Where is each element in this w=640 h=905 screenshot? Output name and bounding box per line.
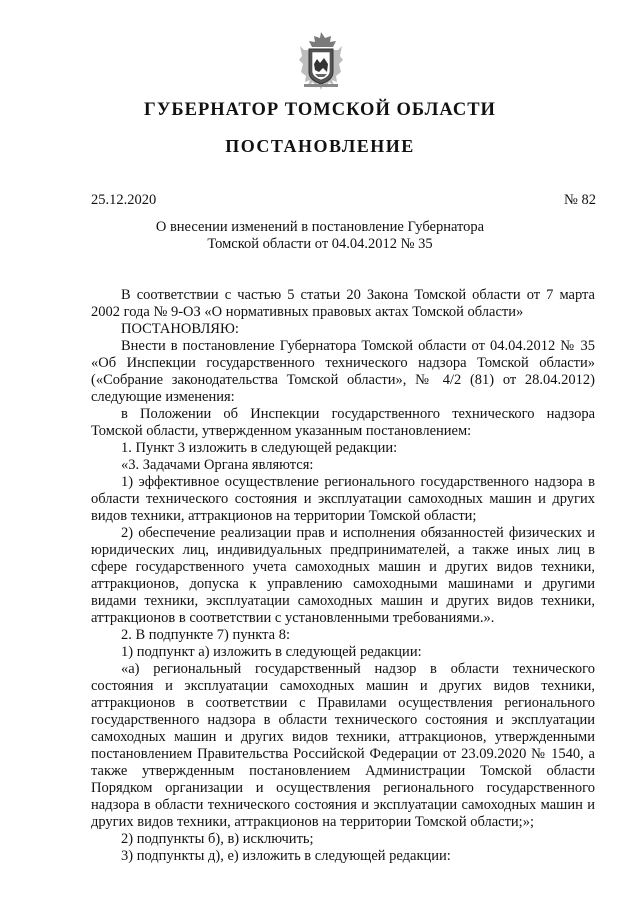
document-body	[91, 287, 595, 865]
document-number: № 82	[564, 192, 596, 208]
document-type-title: ПОСТАНОВЛЕНИЕ	[225, 136, 415, 156]
paragraph: «а) региональный государственный надзор в области технического состояния и эксплуатации самоходных машин и других видов техники, аттракционов в соответствии с Правилами осуществления регионального государственного надзора в области технического состояния и эксплуатации самоходных машин и других видов техники, аттракционов, утвержденными постановлением Правительства Российской Федерации от 23.09.2020 № 1540, а также утвержденным постановлением Администрации Томской области Порядком организации и осуществления регионального государственного надзора в области технического состояния и эксплуатации самоходных машин и других видов техники, аттракционов на территории Томской области;»;	[91, 661, 595, 830]
tomsk-oblast-coat-of-arms-icon	[296, 30, 346, 92]
paragraph: 2) подпункты б), в) исключить;	[121, 831, 314, 847]
paragraph: 1) эффективное осуществление регионального государственного надзора в области технического состояния и эксплуатации самоходных машин и других видов техники, аттракционов на территории Томской области;	[91, 474, 595, 524]
issuing-authority-title: ГУБЕРНАТОР ТОМСКОЙ ОБЛАСТИ	[144, 100, 496, 120]
paragraph: Внести в постановление Губернатора Томской области от 04.04.2012 № 35 «Об Инспекции государственного технического надзора Томской области» («Собрание законодательства Томской области», № 4/2 (81) от 28.04.2012) следующие изменения:	[91, 338, 595, 405]
paragraph: 1) подпункт а) изложить в следующей редакции:	[121, 644, 422, 660]
paragraph: 1. Пункт 3 изложить в следующей редакции:	[121, 440, 398, 456]
subject-line: О внесении изменений в постановление Губернатора	[155, 219, 485, 235]
paragraph: в Положении об Инспекции государственного технического надзора Томской области, утвержденном указанным постановлением:	[91, 406, 595, 439]
paragraph: 3) подпункты д), е) изложить в следующей редакции:	[121, 848, 451, 864]
document-date: 25.12.2020	[91, 192, 157, 208]
paragraph: 2) обеспечение реализации прав и исполнения обязанностей физических и юридических лиц, индивидуальных предпринимателей, а также иных лиц в сфере государственного учета самоходных машин и других видов техники, аттракционов, допуска к управлению самоходными машинами и другими видами техники, эксплуатации самоходных машин и других видов техники, аттракционов в соответствии с установленными требованиями.».	[91, 525, 595, 626]
paragraph: ПОСТАНОВЛЯЮ:	[121, 321, 239, 337]
paragraph: «3. Задачами Органа являются:	[121, 457, 314, 473]
paragraph: В соответствии с частью 5 статьи 20 Закона Томской области от 7 марта 2002 года № 9-ОЗ «О нормативных правовых актах Томской области»	[91, 287, 595, 320]
paragraph: 2. В подпункте 7) пункта 8:	[121, 627, 290, 643]
subject-line: Томской области от 04.04.2012 № 35	[207, 236, 433, 252]
document-subject	[0, 219, 640, 253]
